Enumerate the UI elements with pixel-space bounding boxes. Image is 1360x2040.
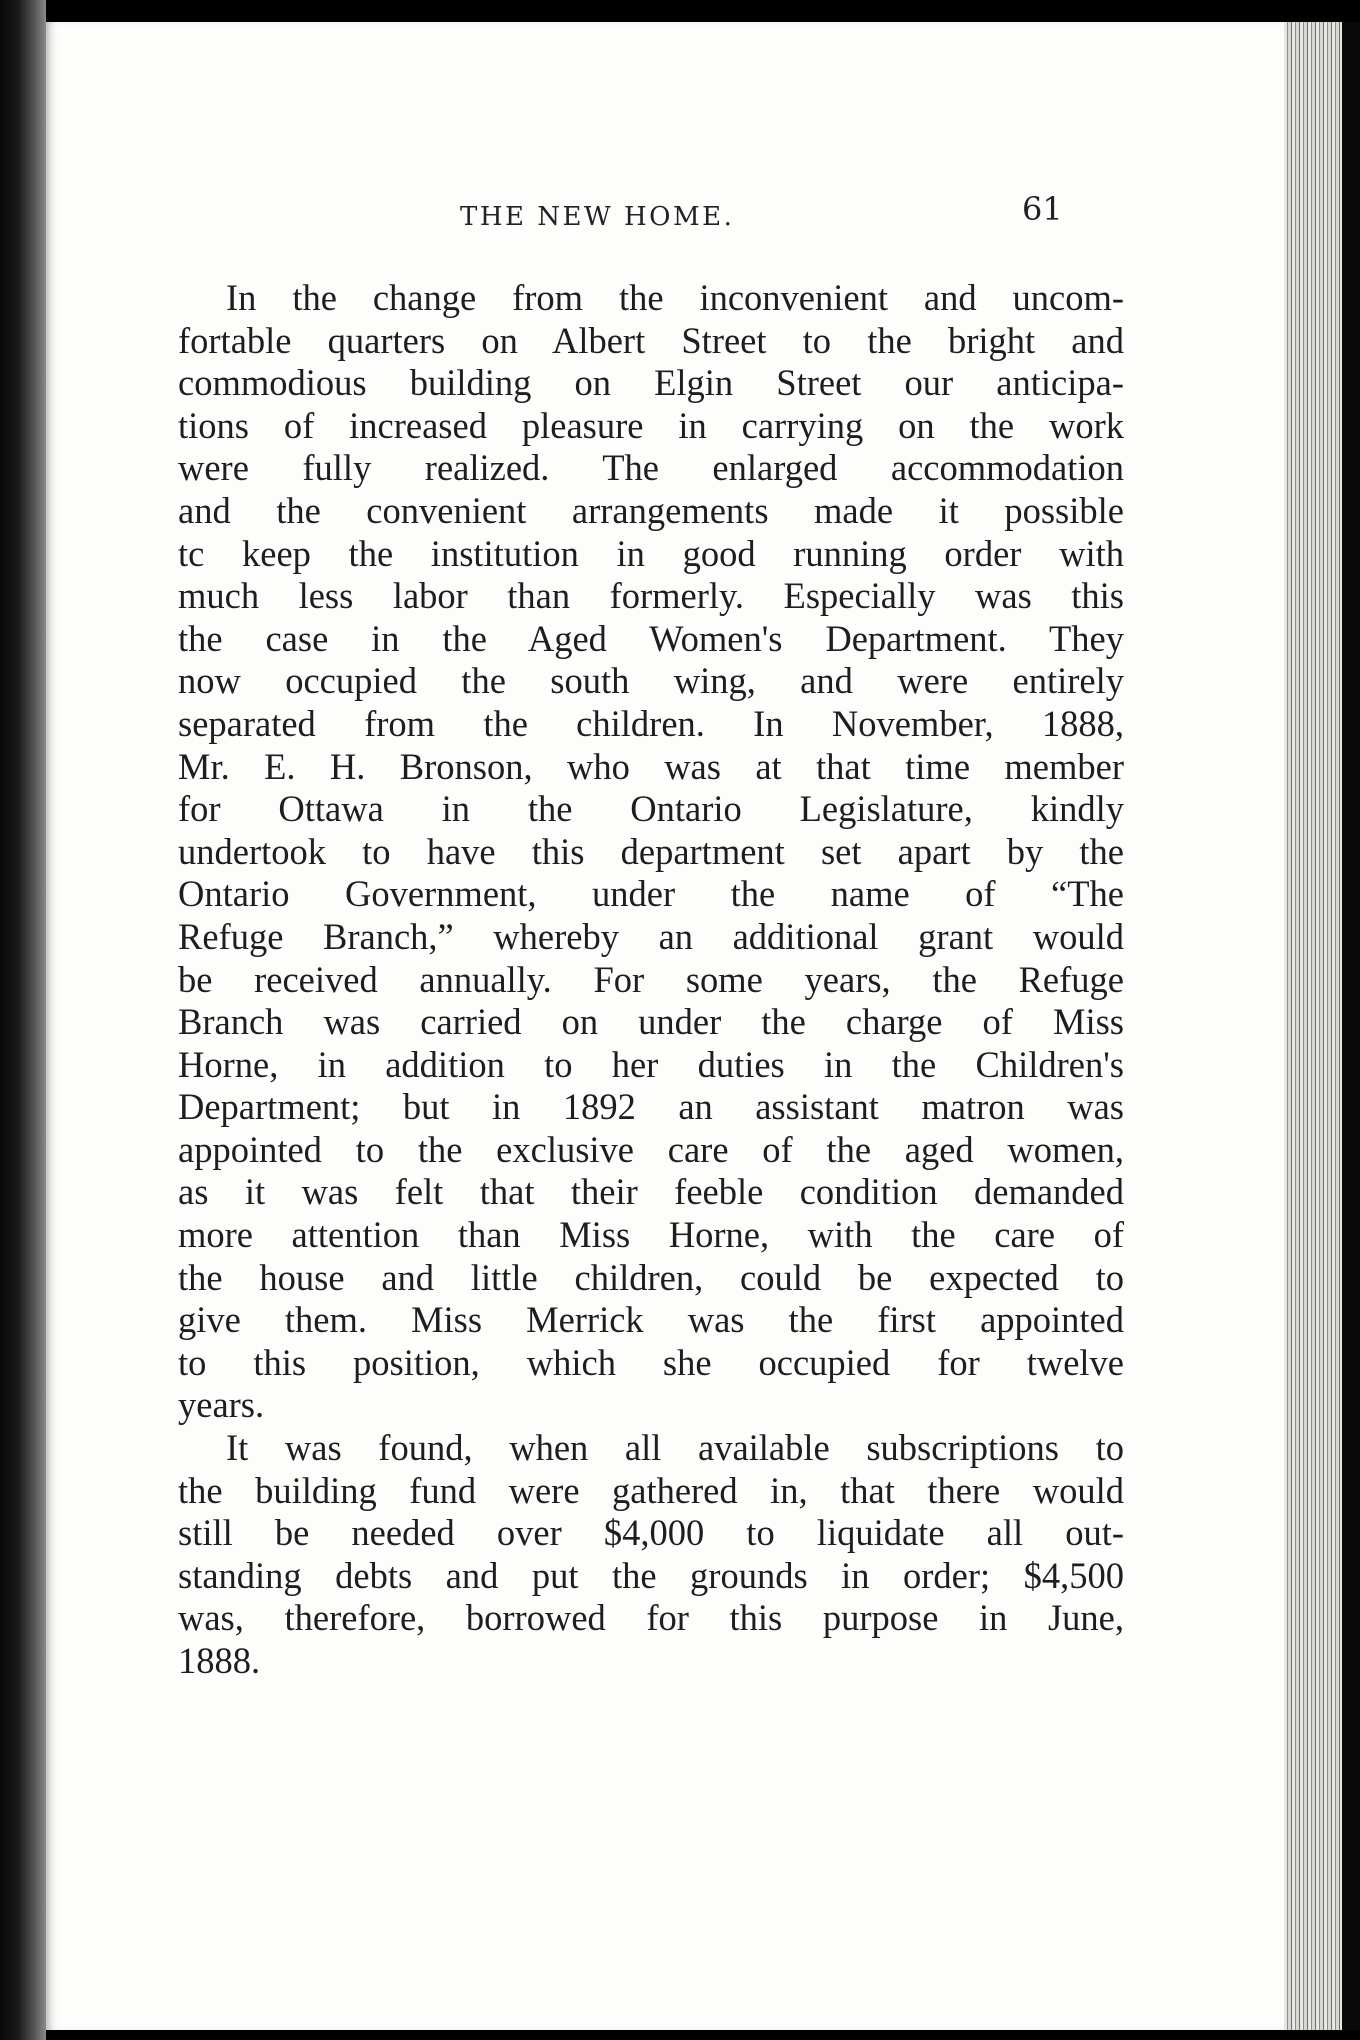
text-line: Department; but in 1892 an assistant matron was (178, 1086, 1124, 1128)
text-line: Ontario Government, under the name of “The (178, 873, 1124, 915)
page-edges (1284, 22, 1360, 2030)
page-header (46, 182, 1284, 242)
text-line: was, therefore, borrowed for this purpose in June, (178, 1597, 1124, 1639)
text-line: Mr. E. H. Bronson, who was at that time member (178, 745, 1124, 787)
text-line: undertook to have this department set apart by the (178, 830, 1124, 872)
text-line: Horne, in addition to her duties in the Children's (178, 1043, 1124, 1085)
page-number: 61 (1022, 190, 1063, 228)
book-spine-shadow (0, 0, 46, 2040)
text-line: Refuge Branch,” whereby an additional grant would (178, 915, 1124, 957)
text-line: to this position, which she occupied for twelve (178, 1341, 1124, 1383)
running-head: THE NEW HOME. (460, 202, 735, 232)
text-line: 1888. (178, 1640, 261, 1681)
body-text (178, 277, 1124, 1683)
text-line: give them. Miss Merrick was the first appointed (178, 1299, 1124, 1341)
book-page (46, 22, 1284, 2030)
text-line: as it was felt that their feeble condition demanded (178, 1171, 1124, 1213)
text-line: appointed to the exclusive care of the aged women, (178, 1128, 1124, 1170)
text-line: be received annually. For some years, the Refuge (178, 958, 1124, 1000)
text-line: the case in the Aged Women's Department. They (178, 617, 1124, 659)
text-line: more attention than Miss Horne, with the care of (178, 1214, 1124, 1256)
text-line: for Ottawa in the Ontario Legislature, kindly (178, 788, 1124, 830)
text-line: the building fund were gathered in, that there would (178, 1469, 1124, 1511)
text-line: In the change from the inconvenient and uncom- (226, 277, 1124, 318)
text-line: were fully realized. The enlarged accommodation (178, 447, 1124, 489)
text-line: fortable quarters on Albert Street to the bright and (178, 319, 1124, 361)
text-line: still be needed over $4,000 to liquidate all out- (178, 1512, 1124, 1554)
text-line: and the convenient arrangements made it possible (178, 489, 1124, 531)
text-line: now occupied the south wing, and were entirely (178, 660, 1124, 702)
text-line: separated from the children. In November, 1888, (178, 702, 1124, 744)
text-line: tions of increased pleasure in carrying on the work (178, 404, 1124, 446)
text-line: the house and little children, could be expected to (178, 1256, 1124, 1298)
paragraph-1 (178, 277, 1124, 1427)
text-line: commodious building on Elgin Street our anticipa- (178, 362, 1124, 404)
paragraph-2 (178, 1427, 1124, 1683)
text-line: standing debts and put the grounds in order; $4,500 (178, 1554, 1124, 1596)
text-line: years. (178, 1384, 265, 1426)
text-line: Branch was carried on under the charge of Miss (178, 1001, 1124, 1043)
text-line: tc keep the institution in good running order with (178, 532, 1124, 574)
text-line: much less labor than formerly. Especially was this (178, 575, 1124, 617)
text-line: It was found, when all available subscriptions to (226, 1427, 1124, 1469)
